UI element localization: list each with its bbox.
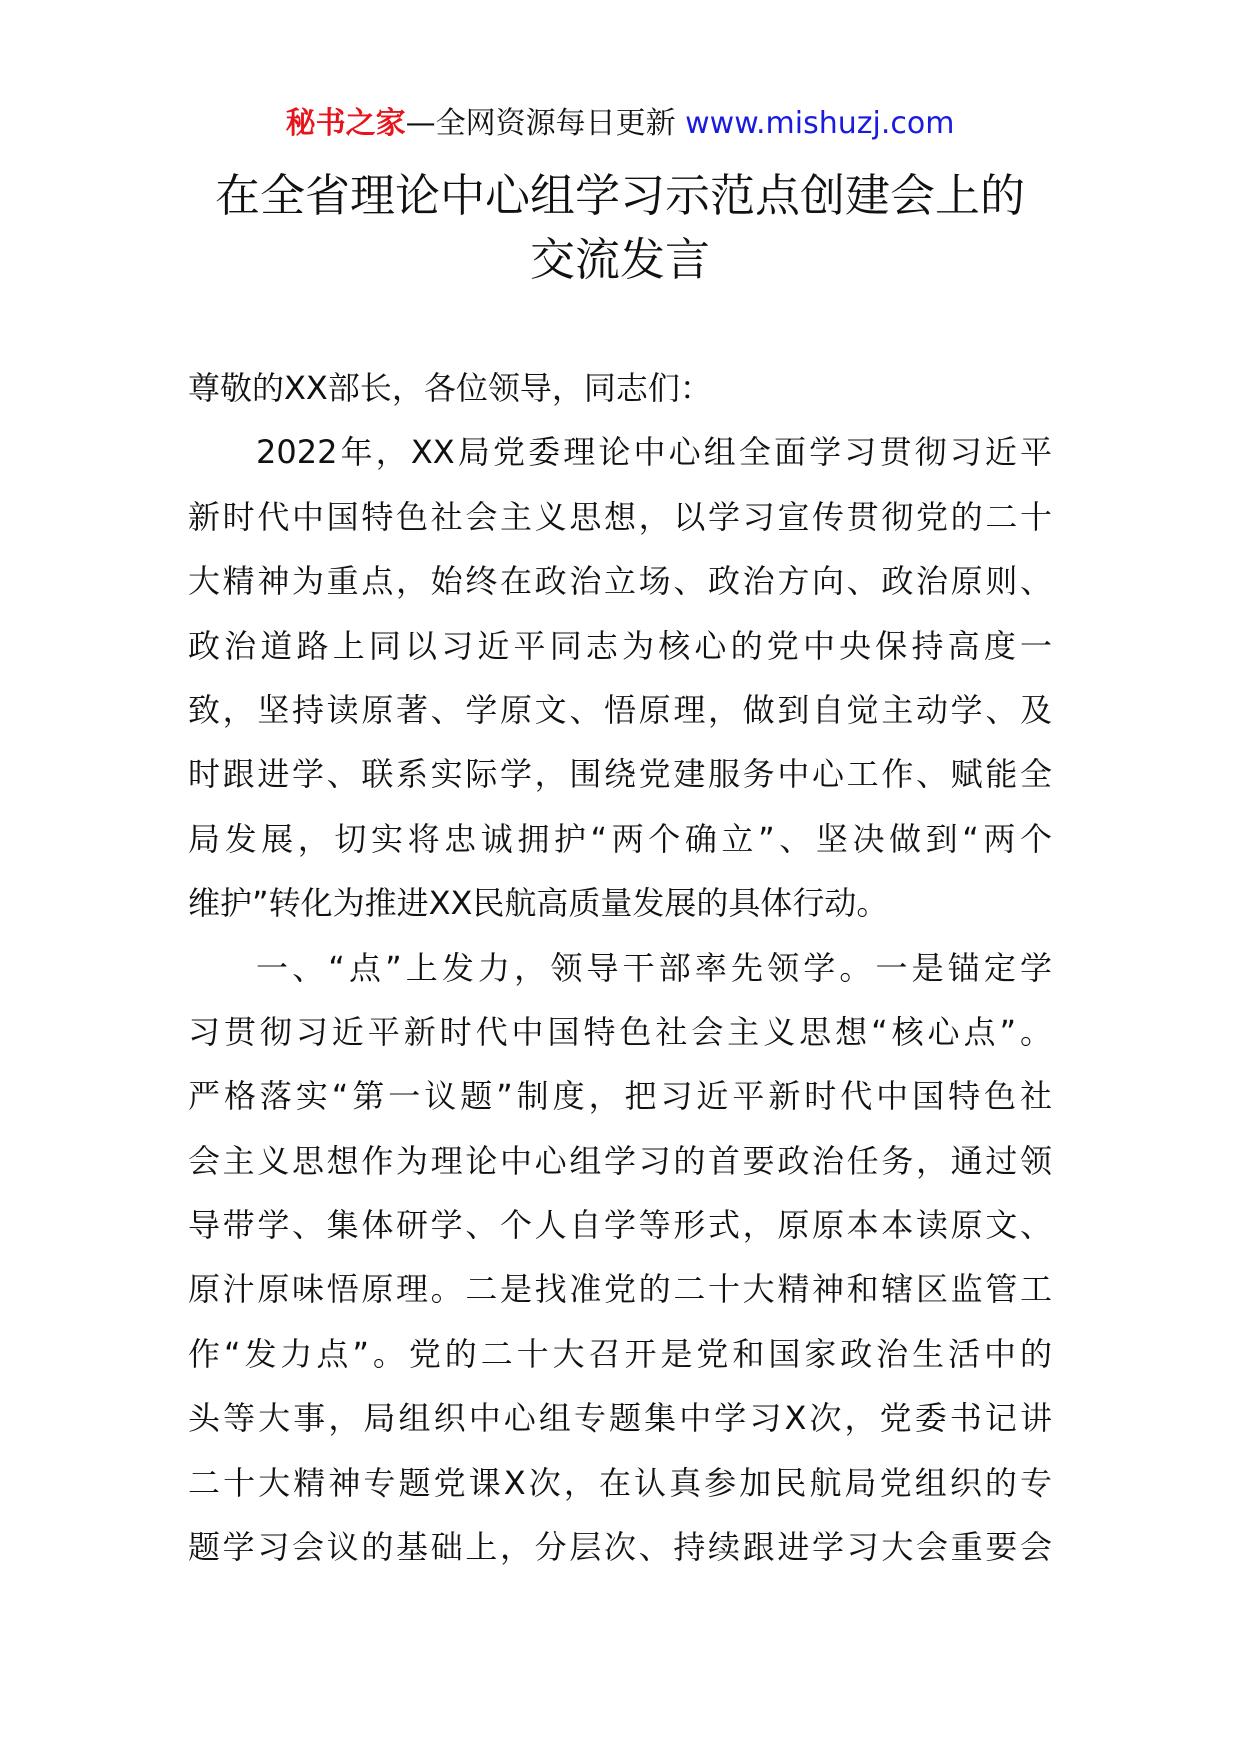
paragraph-2-line-1: 一、“点”上发力，领导干部率先领学。一是锚定学 — [256, 948, 1052, 987]
paragraph-2-line-6: 原汁原味悟原理。二是找准党的二十大精神和辖区监管工 — [188, 1270, 1052, 1309]
paragraph-1-line-7: 局发展，切实将忠诚拥护“两个确立”、坚决做到“两个 — [188, 819, 1052, 858]
site-header — [0, 104, 1240, 144]
document-body — [188, 356, 1052, 1579]
paragraph-1-line-1: 2022年，XX局党委理论中心组全面学习贯彻习近平 — [256, 433, 1052, 472]
paragraph-2-line-10: 题学习会议的基础上，分层次、持续跟进学习大会重要会 — [188, 1528, 1052, 1567]
title-line-2: 交流发言 — [529, 233, 710, 286]
paragraph-1-line-6: 时跟进学、联系实际学，围绕党建服务中心工作、赋能全 — [188, 755, 1052, 794]
document-title — [0, 164, 1240, 292]
paragraph-2-line-9: 二十大精神专题党课X次，在认真参加民航局党组织的专 — [188, 1463, 1052, 1502]
paragraph-1-line-5: 致，坚持读原著、学原文、悟原理，做到自觉主动学、及 — [188, 690, 1052, 729]
paragraph-1-line-4: 政治道路上同以习近平同志为核心的党中央保持高度一 — [188, 626, 1052, 665]
paragraph-1-line-3: 大精神为重点，始终在政治立场、政治方向、政治原则、 — [188, 562, 1052, 601]
site-slogan: —全网资源每日更新 — [405, 106, 686, 141]
greeting: 尊敬的XX部长，各位领导，同志们： — [188, 369, 712, 407]
paragraph-2-line-4: 会主义思想作为理论中心组学习的首要政治任务，通过领 — [188, 1141, 1052, 1180]
paragraph-2-line-3: 严格落实“第一议题”制度，把习近平新时代中国特色社 — [188, 1077, 1052, 1116]
paragraph-1-line-8: 维护”转化为推进XX民航高质量发展的具体行动。 — [188, 884, 889, 923]
paragraph-2-line-8: 头等大事，局组织中心组专题集中学习X次，党委书记讲 — [188, 1399, 1052, 1438]
paragraph-2-line-5: 导带学、集体研学、个人自学等形式，原原本本读原文、 — [188, 1206, 1052, 1245]
site-url[interactable]: www.mishuzj.com — [685, 106, 955, 141]
paragraph-2-line-7: 作“发力点”。党的二十大召开是党和国家政治生活中的 — [188, 1334, 1052, 1373]
paragraph-1-line-2: 新时代中国特色社会主义思想，以学习宣传贯彻党的二十 — [188, 497, 1052, 536]
paragraph-2-line-2: 习贯彻习近平新时代中国特色社会主义思想“核心点”。 — [188, 1012, 1052, 1051]
site-brand: 秘书之家 — [285, 106, 406, 141]
title-line-1: 在全省理论中心组学习示范点创建会上的 — [214, 169, 1025, 222]
